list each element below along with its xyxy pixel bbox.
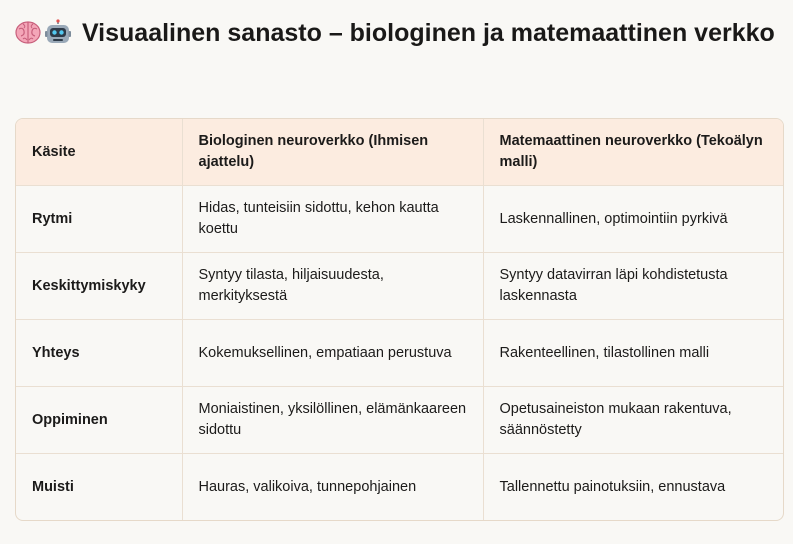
- column-header-concept: Käsite: [16, 119, 182, 186]
- mathematical-cell: Opetusaineiston mukaan rakentuva, säännöstetty: [483, 387, 783, 454]
- concept-cell: Oppiminen: [16, 387, 182, 454]
- biological-cell: Kokemuksellinen, empatiaan perustuva: [182, 320, 483, 387]
- biological-cell: Hauras, valikoiva, tunnepohjainen: [182, 454, 483, 521]
- column-header-biological: Biologinen neuroverkko (Ihmisen ajattelu): [182, 119, 483, 186]
- table-row: [16, 454, 783, 521]
- biological-cell: Syntyy tilasta, hiljaisuudesta, merkityksestä: [182, 253, 483, 320]
- page-title: [15, 16, 781, 55]
- mathematical-cell: Laskennallinen, optimointiin pyrkivä: [483, 186, 783, 253]
- biological-cell: Moniaistinen, yksilöllinen, elämänkaareen sidottu: [182, 387, 483, 454]
- concept-cell: Rytmi: [16, 186, 182, 253]
- page-title-text: Visuaalinen sanasto – biologinen ja matemaattinen verkko: [81, 19, 775, 47]
- brain-icon: [15, 19, 41, 55]
- table-row: [16, 320, 783, 387]
- table-header-row: [16, 119, 783, 186]
- concept-cell: Keskittymiskyky: [16, 253, 182, 320]
- table-row: [16, 253, 783, 320]
- mathematical-cell: Rakenteellinen, tilastollinen malli: [483, 320, 783, 387]
- table-row: [16, 186, 783, 253]
- concept-cell: Yhteys: [16, 320, 182, 387]
- robot-icon: [45, 19, 71, 55]
- concept-cell: Muisti: [16, 454, 182, 521]
- mathematical-cell: Tallennettu painotuksiin, ennustava: [499, 478, 726, 495]
- column-header-mathematical: Matemaattinen neuroverkko (Tekoälyn malli): [483, 119, 783, 186]
- vocabulary-table: [15, 118, 784, 521]
- mathematical-cell: Syntyy datavirran läpi kohdistetusta laskennasta: [483, 253, 783, 320]
- table-row: [16, 387, 783, 454]
- biological-cell: Hidas, tunteisiin sidottu, kehon kautta koettu: [182, 186, 483, 253]
